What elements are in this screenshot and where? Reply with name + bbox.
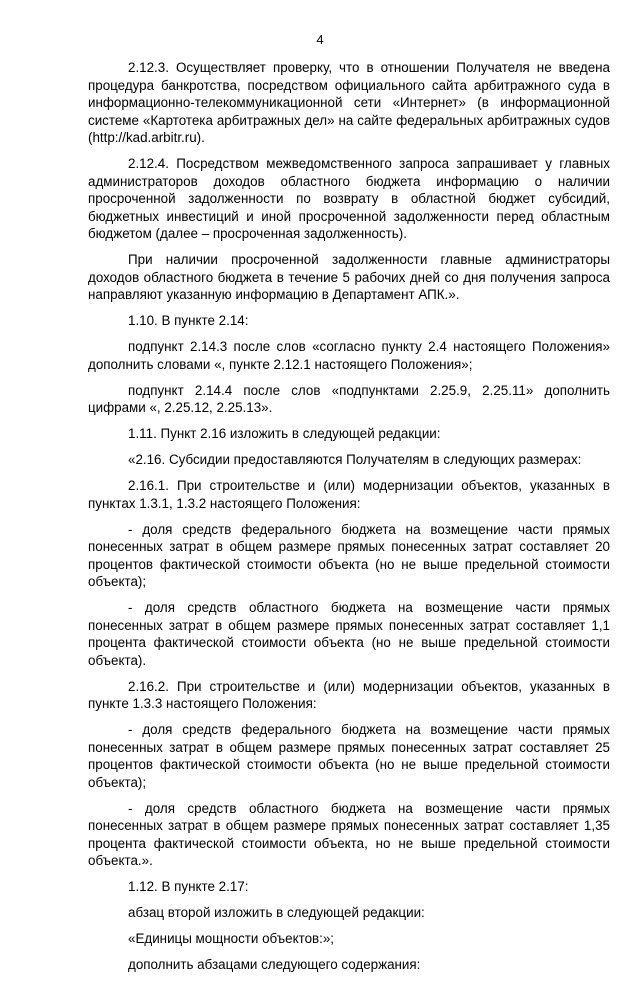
page-number: 4 <box>316 32 324 47</box>
document-body <box>88 59 610 982</box>
paragraph-1-11: 1.11. Пункт 2.16 изложить в следующей редакции: <box>128 426 441 441</box>
paragraph-2-12-3: 2.12.3. Осуществляет проверку, что в отношении Получателя не введена процедура банкротства, посредством официального сайта арбитражного суда в информационно-телекоммуникационной сети «Интернет» (в информационной системе «Картотека арбитражных дел» на сайте федеральных арбитражных судов (http://kad.arbitr.ru). <box>88 60 610 145</box>
paragraph-1-12: 1.12. В пункте 2.17: <box>128 879 249 894</box>
paragraph-add-abzatsy: дополнить абзацами следующего содержания: <box>128 957 421 972</box>
paragraph-2-16-1: 2.16.1. При строительстве и (или) модернизации объектов, указанных в пунктах 1.3.1, 1.3.2 настоящего Положения: <box>88 478 610 511</box>
paragraph-2-14-4: подпункт 2.14.4 после слов «подпунктами 2.25.9, 2.25.11» дополнить цифрами «, 2.25.12, 2.25.13». <box>88 382 610 415</box>
paragraph-capacity-units: «Единицы мощности объектов:»; <box>128 931 335 946</box>
paragraph-regional-share-1-1: - доля средств областного бюджета на возмещение части прямых понесенных затрат в общем размере прямых понесенных затрат составляет 1,1 процента фактической стоимости объекта (но не выше предельной стоимости объекта). <box>88 600 610 668</box>
paragraph-federal-share-20: - доля средств федерального бюджета на возмещение части прямых понесенных затрат в общем размере прямых понесенных затрат составляет 20 процентов фактической стоимости объекта (но не выше предельной стоимости объекта); <box>88 521 610 589</box>
paragraph-2-14-3: подпункт 2.14.3 после слов «согласно пункту 2.4 настоящего Положения» дополнить словами «, пункте 2.12.1 настоящего Положения»; <box>88 339 610 372</box>
paragraph-2-12-4: 2.12.4. Посредством межведомственного запроса запрашивает у главных администраторов доходов областного бюджета информацию о наличии просроченной задолженности по возврату в областной бюджет субсидий, бюджетных инвестиций и иной просроченной задолженности перед областным бюджетом (далее – просроченная задолженность). <box>88 156 610 241</box>
paragraph-regional-share-1-35: - доля средств областного бюджета на возмещение части прямых понесенных затрат в общем размере прямых понесенных затрат составляет 1,35 процента фактической стоимости объекта, но не выше предельной стоимости объекта.». <box>88 800 610 868</box>
paragraph-1-10: 1.10. В пункте 2.14: <box>128 313 249 328</box>
paragraph-overdue-debt: При наличии просроченной задолженности главные администраторы доходов областного бюджета в течение 5 рабочих дней со дня получения запроса направляют указанную информацию в Департамент АПК.». <box>88 252 610 302</box>
paragraph-2-16: «2.16. Субсидии предоставляются Получателям в следующих размерах: <box>128 452 582 467</box>
paragraph-2-16-2: 2.16.2. При строительстве и (или) модернизации объектов, указанных в пункте 1.3.3 настоящего Положения: <box>88 678 610 711</box>
paragraph-federal-share-25: - доля средств федерального бюджета на возмещение части прямых понесенных затрат в общем размере прямых понесенных затрат составляет 25 процентов фактической стоимости объекта (но не выше предельной стоимости объекта); <box>88 722 610 790</box>
paragraph-second-abzats: абзац второй изложить в следующей редакции: <box>128 905 425 920</box>
